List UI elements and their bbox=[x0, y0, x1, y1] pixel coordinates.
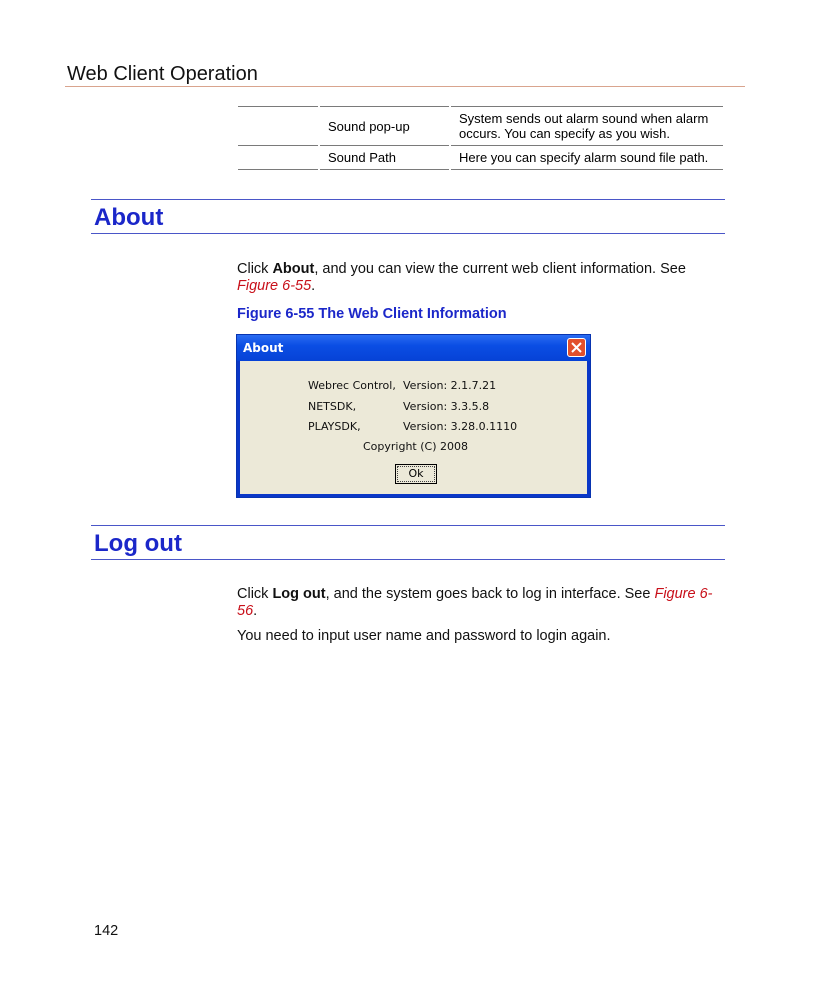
logout-paragraph bbox=[237, 586, 717, 620]
bold-text: About bbox=[272, 261, 315, 277]
section-rule-top bbox=[91, 199, 725, 200]
figure-reference-link[interactable]: Figure 6-55 bbox=[237, 278, 312, 294]
ok-button-label: Ok bbox=[397, 466, 435, 482]
figure-caption: Figure 6-55 The Web Client Information bbox=[237, 306, 507, 322]
table-row bbox=[238, 107, 723, 146]
copyright-text: Copyright (C) 2008 bbox=[363, 440, 468, 453]
text: . bbox=[311, 278, 316, 294]
dialog-body bbox=[240, 361, 587, 494]
page-header-title: Web Client Operation bbox=[67, 63, 258, 85]
header-rule bbox=[65, 86, 745, 87]
table-cell: Sound pop-up bbox=[319, 107, 450, 146]
text: . bbox=[253, 603, 258, 619]
component-name: Webrec Control, bbox=[308, 379, 396, 392]
about-dialog bbox=[236, 334, 591, 498]
text: , and the system goes back to log in interface. See bbox=[325, 586, 655, 602]
component-version: Version: 2.1.7.21 bbox=[403, 379, 497, 392]
text: Click bbox=[237, 586, 273, 602]
dialog-title: About bbox=[243, 341, 284, 355]
table-row bbox=[238, 146, 723, 170]
dialog-titlebar[interactable] bbox=[237, 335, 590, 361]
table-cell: Here you can specify alarm sound file path. bbox=[450, 146, 723, 170]
about-heading: About bbox=[94, 204, 164, 231]
close-icon bbox=[571, 342, 582, 353]
text: , and you can view the current web client information. See bbox=[314, 261, 686, 277]
component-version: Version: 3.3.5.8 bbox=[403, 400, 490, 413]
section-rule-bottom bbox=[91, 559, 725, 560]
text: Click bbox=[237, 261, 273, 277]
figure-reference-link[interactable]: Figure 6-56 bbox=[237, 586, 713, 619]
section-rule-top bbox=[91, 525, 725, 526]
section-rule-bottom bbox=[91, 233, 725, 234]
ok-button[interactable] bbox=[395, 464, 437, 484]
settings-table bbox=[238, 106, 723, 170]
table-cell bbox=[238, 107, 319, 146]
page-number: 142 bbox=[94, 923, 119, 939]
close-button[interactable] bbox=[567, 338, 586, 357]
table-cell: Sound Path bbox=[319, 146, 450, 170]
component-name: NETSDK, bbox=[308, 400, 357, 413]
about-paragraph bbox=[237, 261, 717, 295]
table-cell bbox=[238, 146, 319, 170]
bold-text: Log out bbox=[272, 586, 326, 602]
component-version: Version: 3.28.0.1110 bbox=[403, 420, 518, 433]
logout-heading: Log out bbox=[94, 530, 182, 557]
component-name: PLAYSDK, bbox=[308, 420, 361, 433]
table-cell: System sends out alarm sound when alarm occurs. You can specify as you wish. bbox=[450, 107, 723, 146]
logout-paragraph-2: You need to input user name and password to login again. bbox=[237, 628, 611, 644]
